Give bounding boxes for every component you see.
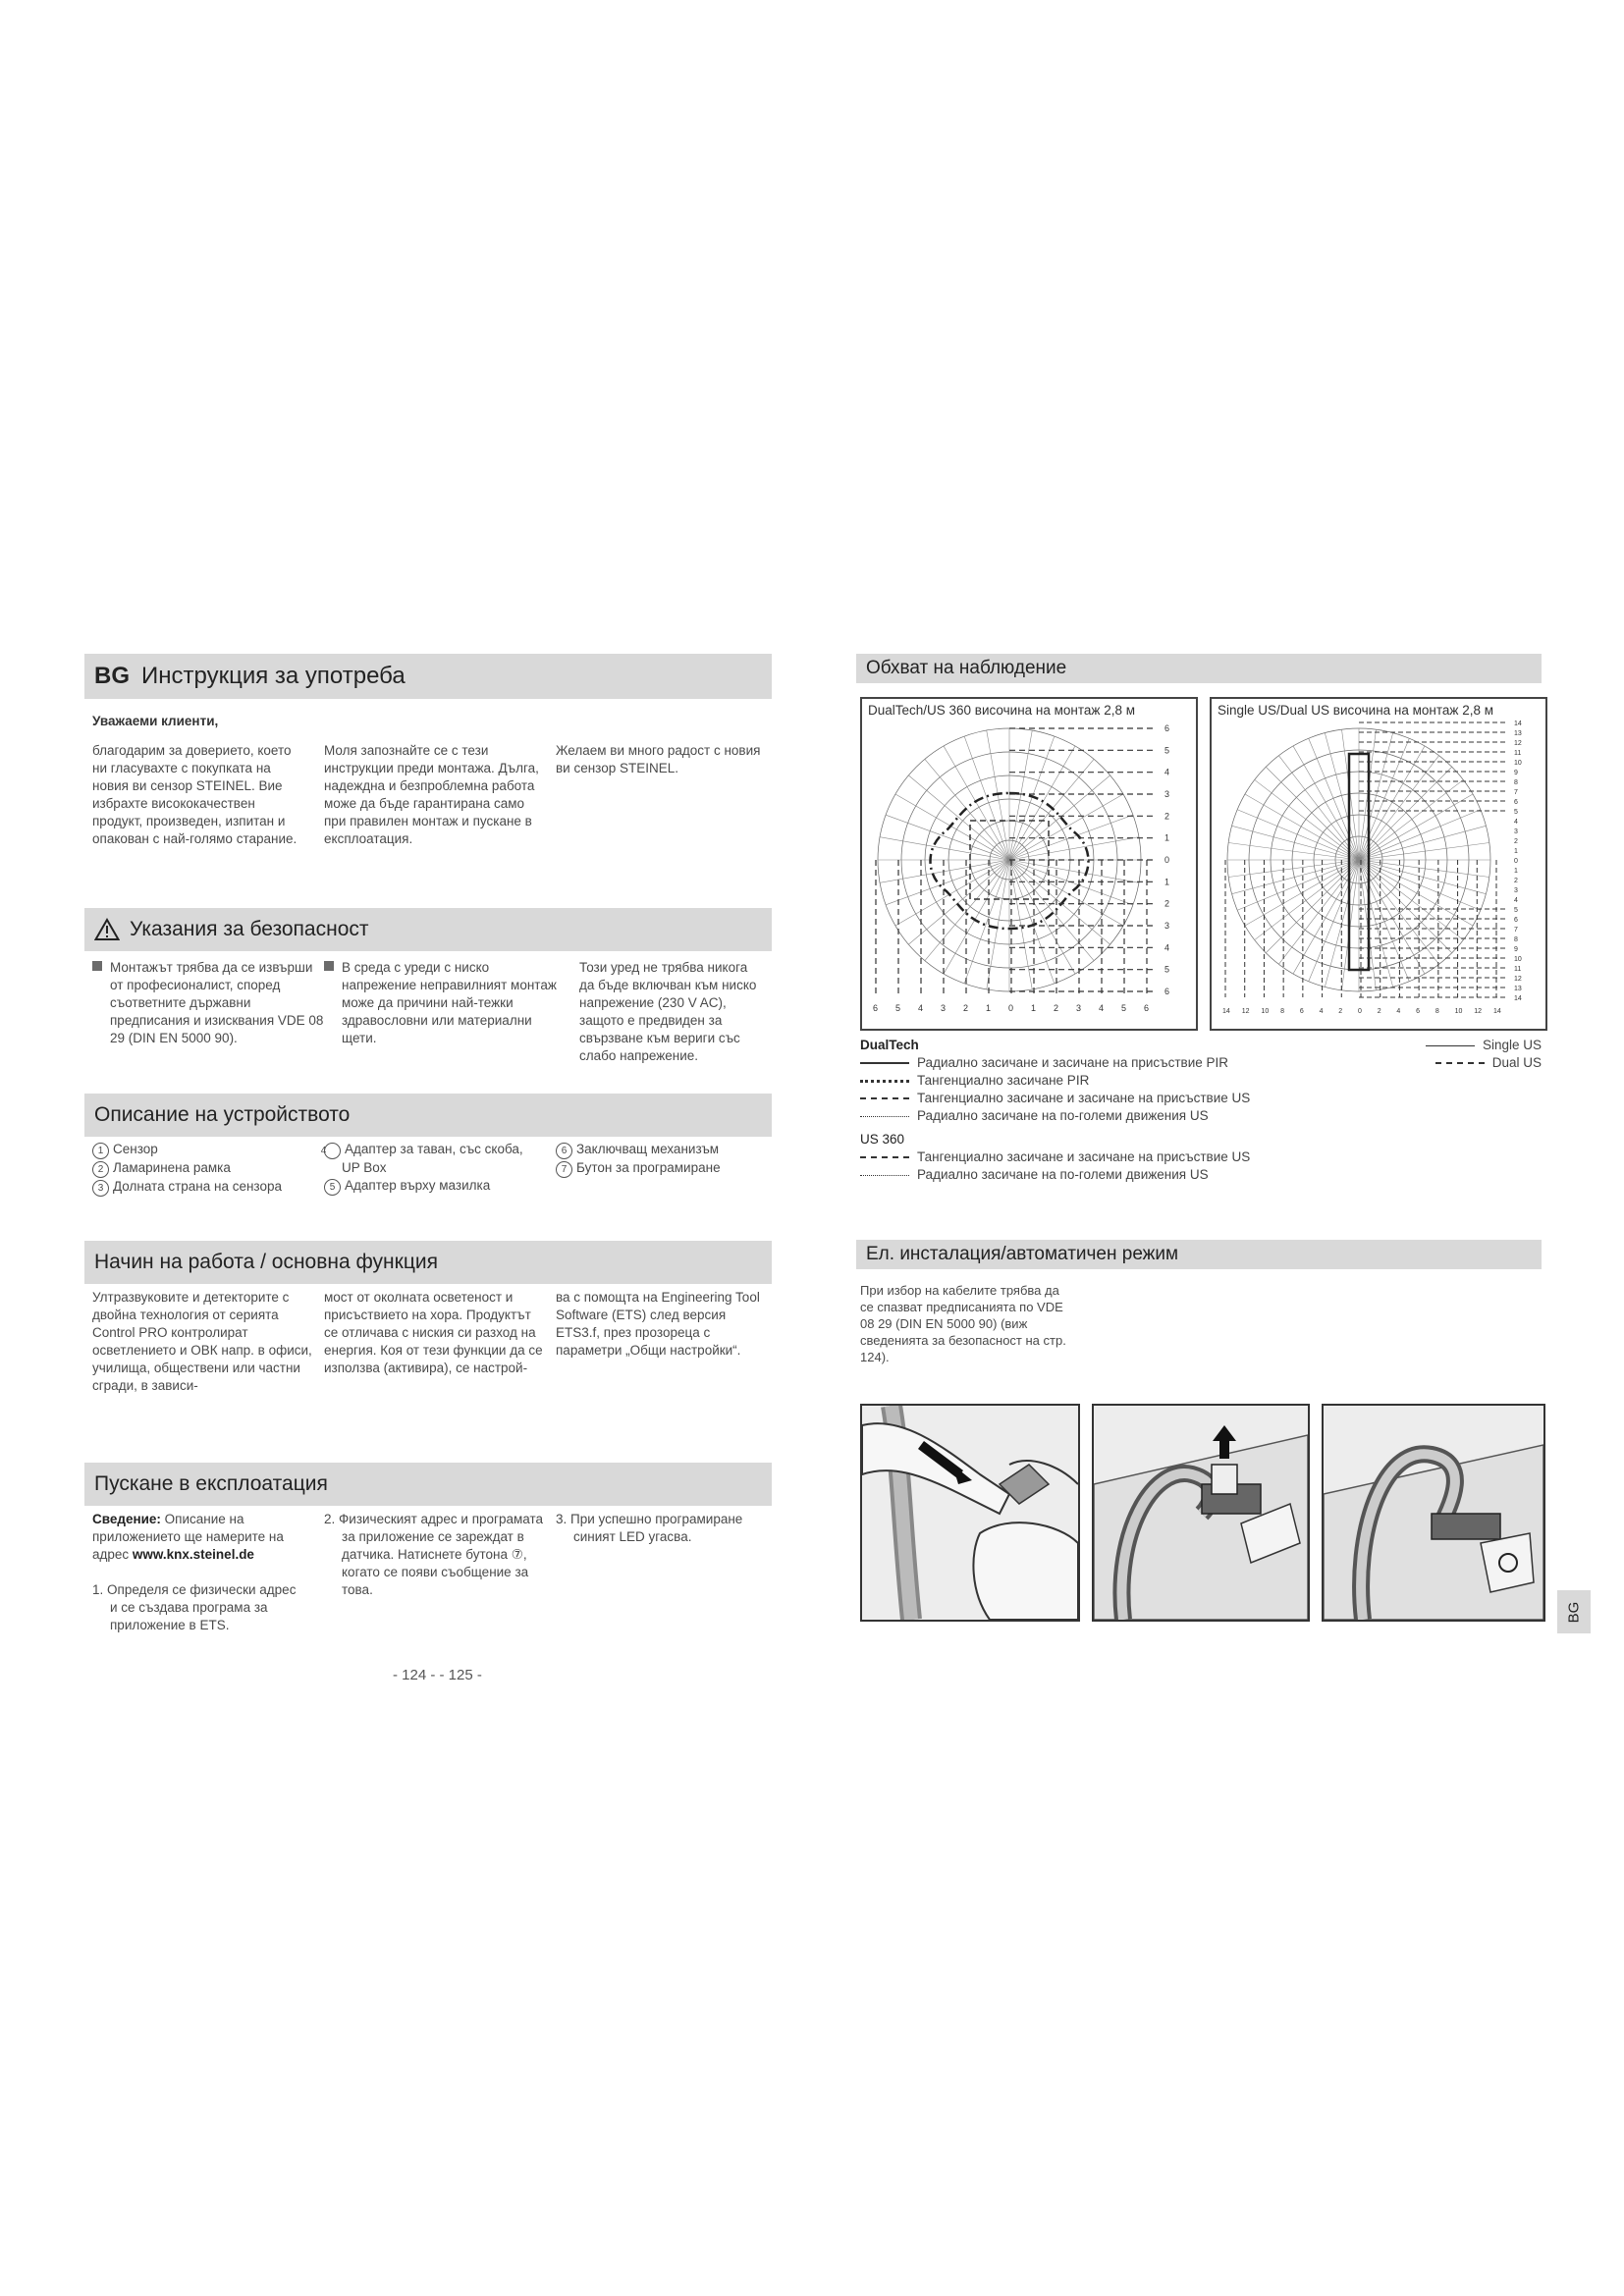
device-list-col-3 (556, 1141, 762, 1178)
bullet-square-icon (92, 961, 102, 971)
svg-text:5: 5 (1164, 745, 1170, 756)
us360-label: US 360 (860, 1132, 905, 1147)
svg-text:3: 3 (1164, 789, 1170, 799)
single-us-pattern (1212, 699, 1545, 1029)
svg-text:3: 3 (1514, 828, 1518, 835)
svg-text:13: 13 (1514, 986, 1522, 992)
function-col-2: мост от околната осветеност и присъствието на хора. Продуктът се отличава с ниския си разход на енергия. Коя от тези функции да се използва (активира), се настрой- (324, 1290, 543, 1375)
legend-row: Тангенциално засичане и засичане на присъствие US (860, 1148, 1331, 1166)
startup-step-3: 3. При успешно програмиране синият LED угасва. (556, 1512, 743, 1544)
legend-row: Single US (1394, 1037, 1542, 1054)
startup-step-2: 2. Физическият адрес и програмата за приложение се зареждат в датчика. Натиснете бутона ⑦, когато се появи съобщение за това. (324, 1512, 544, 1597)
solid-line-icon (1426, 1045, 1475, 1046)
dash-plus-line-icon (1435, 1062, 1485, 1064)
svg-text:9: 9 (1514, 770, 1518, 776)
svg-text:8: 8 (1435, 1008, 1439, 1015)
single-us-diagram (1210, 697, 1547, 1031)
svg-text:1: 1 (1514, 848, 1518, 855)
svg-text:0: 0 (1008, 1003, 1014, 1013)
svg-text:4: 4 (1396, 1008, 1401, 1015)
legend-row: Тангенциално засичане и засичане на присъствие US (860, 1090, 1331, 1107)
knx-link[interactable]: www.knx.steinel.de (132, 1547, 254, 1562)
legend-row: Радиално засичане и засичане на присъствие PIR (860, 1054, 1331, 1072)
main-header-bar (84, 654, 772, 699)
svg-text:10: 10 (1454, 1008, 1463, 1015)
safety-header-bar (84, 908, 772, 951)
svg-text:0: 0 (1514, 858, 1518, 865)
svg-text:1: 1 (1164, 877, 1170, 887)
coverage-header-bar (856, 654, 1542, 683)
svg-text:7: 7 (1514, 789, 1518, 796)
svg-text:10: 10 (1514, 956, 1522, 963)
language-code: BG (94, 663, 130, 689)
page-title: Инструкция за употреба (141, 663, 406, 689)
svg-text:12: 12 (1474, 1008, 1483, 1015)
svg-text:3: 3 (1076, 1003, 1082, 1013)
device-item: 7 Бутон за програмиране (556, 1159, 762, 1178)
warning-icon (94, 918, 120, 941)
device-item: 1 Сензор (92, 1141, 318, 1159)
svg-text:6: 6 (873, 1003, 879, 1013)
svg-text:7: 7 (1514, 927, 1518, 934)
svg-text:6: 6 (1144, 1003, 1150, 1013)
safety-item-3: Този уред не трябва никога да бъде включван към ниско напрежение (230 V AC), защото е предвиден за свързване към вериги със слабо напрежение. (579, 960, 757, 1063)
install-photo-3 (1322, 1404, 1545, 1622)
svg-text:0: 0 (1358, 1008, 1362, 1015)
intro-col-2: Моля запознайте се с тези инструкции преди монтажа. Дълга, надеждна и безпроблемна работа може да бъде гарантирана само при правилен монтаж и пускане в експлоатация. (324, 743, 539, 846)
svg-text:4: 4 (1514, 897, 1518, 904)
svg-text:5: 5 (1164, 964, 1170, 975)
legend-row: Радиално засичане на по-големи движения US (860, 1107, 1331, 1125)
legend-row: Dual US (1394, 1054, 1542, 1072)
svg-text:8: 8 (1280, 1008, 1285, 1015)
svg-text:2: 2 (1514, 878, 1518, 884)
svg-text:1: 1 (1031, 1003, 1037, 1013)
svg-text:6: 6 (1164, 987, 1170, 996)
svg-text:4: 4 (918, 1003, 924, 1013)
function-col-3: ва с помощта на Engineering Tool Software (ETS) след версия ETS3.f, през прозореца с параметри „Общи настройки“. (556, 1290, 760, 1358)
svg-text:6: 6 (1164, 723, 1170, 733)
install-text: При избор на кабелите трябва да се спазват предписанията по VDE 08 29 (DIN EN 5000 90) (виж сведенията за безопасност на стр. 124). (860, 1283, 1066, 1364)
intro-col-3: Желаем ви много радост с новия ви сензор STEINEL. (556, 743, 761, 775)
legend-us360 (860, 1148, 1331, 1184)
device-title: Описание на устройството (94, 1103, 351, 1126)
svg-text:2: 2 (1338, 1008, 1343, 1015)
dashed-line-icon (860, 1097, 909, 1099)
diagram-title: DualTech/US 360 височина на монтаж 2,8 м (868, 703, 1136, 718)
device-item: 2 Ламаринена рамка (92, 1159, 318, 1178)
number-circle-icon: 5 (324, 1179, 341, 1196)
number-circle-icon: 7 (556, 1161, 572, 1178)
svg-text:1: 1 (1514, 868, 1518, 875)
device-list-col-2 (320, 1141, 530, 1196)
dotted-line-icon (860, 1116, 909, 1117)
svg-text:13: 13 (1514, 730, 1522, 737)
svg-text:0: 0 (1164, 855, 1170, 865)
number-circle-icon: 6 (556, 1143, 572, 1159)
safety-item-1: Монтажът трябва да се извърши от професионалист, според съответните държавни предписания и изисквания VDE 08 29 (DIN EN 5000 90). (92, 959, 326, 1047)
startup-note: Сведение: Описание на приложението ще намерите на адрес www.knx.steinel.de (92, 1512, 284, 1562)
svg-text:4: 4 (1099, 1003, 1105, 1013)
function-header-bar (84, 1241, 772, 1284)
svg-text:5: 5 (1121, 1003, 1127, 1013)
svg-text:4: 4 (1164, 942, 1170, 953)
diagram-title: Single US/Dual US височина на монтаж 2,8 м (1218, 703, 1493, 718)
device-item: 6 Заключващ механизъм (556, 1141, 762, 1159)
device-item: 4 Адаптер за таван, със скоба, UP Box (320, 1142, 523, 1175)
dash-dot-line-icon (860, 1080, 909, 1083)
cable-clamp-illustration (1094, 1406, 1308, 1620)
svg-text:3: 3 (1514, 887, 1518, 894)
svg-text:12: 12 (1514, 976, 1522, 983)
dashed-line-icon (860, 1156, 909, 1158)
svg-text:6: 6 (1514, 799, 1518, 806)
install-header-bar (856, 1240, 1542, 1269)
startup-header-bar (84, 1463, 772, 1506)
startup-step-1: 1. Определя се физически адрес и се създава програма за приложение в ETS. (92, 1582, 297, 1632)
startup-title: Пускане в експлоатация (94, 1472, 328, 1495)
svg-text:14: 14 (1514, 721, 1522, 727)
bullet-square-icon (324, 961, 334, 971)
svg-text:2: 2 (1377, 1008, 1381, 1015)
startup-col-1 (92, 1511, 303, 1634)
svg-text:4: 4 (1164, 767, 1170, 777)
svg-text:9: 9 (1514, 946, 1518, 953)
svg-text:5: 5 (895, 1003, 901, 1013)
svg-text:11: 11 (1514, 750, 1522, 757)
number-circle-icon: 3 (92, 1180, 109, 1197)
dualtech-label: DualTech (860, 1038, 919, 1052)
svg-text:2: 2 (1514, 838, 1518, 845)
sensor-housing-illustration (1324, 1406, 1543, 1620)
svg-text:11: 11 (1514, 966, 1522, 973)
greeting: Уважаеми клиенти, (92, 714, 219, 728)
svg-text:14: 14 (1222, 1008, 1230, 1015)
svg-text:8: 8 (1514, 779, 1518, 786)
svg-text:5: 5 (1514, 809, 1518, 816)
legend-row: Тангенциално засичане PIR (860, 1072, 1331, 1090)
svg-text:2: 2 (1164, 811, 1170, 822)
svg-text:2: 2 (1054, 1003, 1059, 1013)
dualtech-pattern (862, 699, 1196, 1029)
intro-col-1: благодарим за доверието, което ни гласувахте с покупката на новия ви сензор STEINEL. Вие избрахте висококачествен продукт, произведен, изпитан и опакован с най-голямо старание. (92, 743, 298, 846)
function-title: Начин на работа / основна функция (94, 1251, 438, 1273)
coverage-title: Обхват на наблюдение (866, 658, 1067, 678)
install-title: Ел. инсталация/автоматичен режим (866, 1244, 1179, 1264)
number-circle-icon: 1 (92, 1143, 109, 1159)
svg-text:8: 8 (1514, 936, 1518, 943)
svg-text:6: 6 (1416, 1008, 1421, 1015)
svg-text:1: 1 (1164, 832, 1170, 843)
legend-right (1394, 1037, 1542, 1072)
svg-text:2: 2 (963, 1003, 969, 1013)
dotted-line-icon (860, 1175, 909, 1176)
install-photo-1 (860, 1404, 1080, 1622)
dualtech-diagram (860, 697, 1198, 1031)
device-item: 3 Долната страна на сензора (92, 1178, 318, 1197)
legend-row: Радиално засичане на по-големи движения US (860, 1166, 1331, 1184)
svg-text:2: 2 (1164, 898, 1170, 909)
svg-text:6: 6 (1514, 917, 1518, 924)
svg-text:3: 3 (1164, 921, 1170, 931)
svg-text:1: 1 (986, 1003, 992, 1013)
svg-text:4: 4 (1514, 819, 1518, 826)
safety-item-2: В среда с уреди с ниско напрежение неправилният монтаж може да причини най-тежки здравословни или материални щети. (324, 959, 558, 1047)
language-side-tab: BG (1557, 1590, 1591, 1633)
hand-connecting-cable-illustration (862, 1406, 1078, 1620)
svg-text:5: 5 (1514, 907, 1518, 914)
legend-dualtech (860, 1054, 1331, 1125)
number-circle-icon: 4 (324, 1143, 341, 1159)
function-col-1: Ултразвуковите и детекторите с двойна технология от серията Control PRO контролират осветлението и ОВК напр. в офиси, училища, обществени или частни сгради, в зависи- (92, 1290, 312, 1393)
svg-text:10: 10 (1514, 760, 1522, 767)
svg-text:12: 12 (1241, 1008, 1250, 1015)
install-photo-2 (1092, 1404, 1310, 1622)
svg-text:3: 3 (941, 1003, 947, 1013)
device-list-col-1 (92, 1141, 318, 1197)
svg-text:14: 14 (1514, 995, 1522, 1002)
svg-text:4: 4 (1319, 1008, 1324, 1015)
svg-text:6: 6 (1299, 1008, 1304, 1015)
device-item: 5 Адаптер върху мазилка (324, 1177, 530, 1196)
device-header-bar (84, 1094, 772, 1137)
solid-line-icon (860, 1062, 909, 1064)
page-number: - 124 - - 125 - (393, 1667, 482, 1683)
svg-text:14: 14 (1493, 1008, 1501, 1015)
svg-text:12: 12 (1514, 740, 1522, 747)
number-circle-icon: 2 (92, 1161, 109, 1178)
svg-text:10: 10 (1261, 1008, 1270, 1015)
safety-title: Указания за безопасност (130, 918, 369, 940)
